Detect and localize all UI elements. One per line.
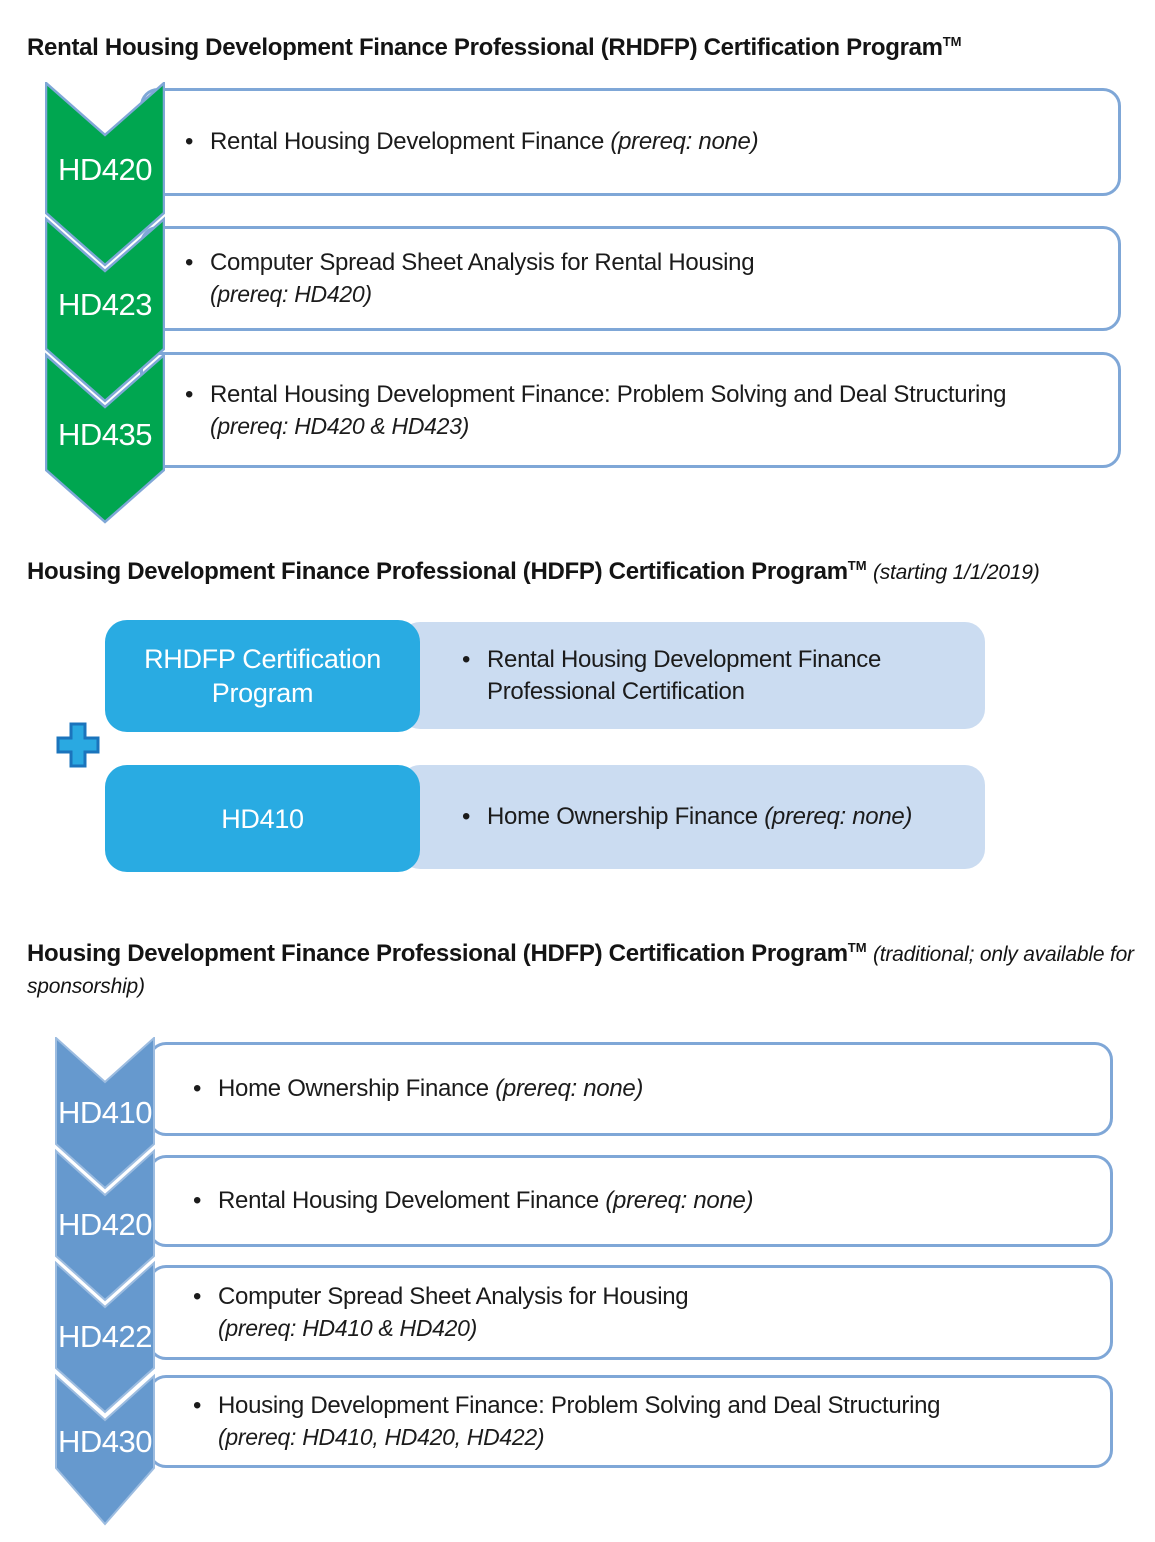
section3-title [27, 932, 1137, 1002]
badge-label: RHDFP Certification Program [144, 644, 381, 708]
trademark-superscript: TM [847, 558, 867, 573]
desc-box-hd410 [400, 765, 985, 869]
chevron-hd420-trad-label: HD420 [58, 1207, 152, 1242]
chevron-hd423-label: HD423 [58, 287, 152, 322]
section2-title-text: Housing Development Finance Professional (HDFP) Certification Program [27, 558, 848, 585]
course-name: Rental Housing Development Finance [210, 128, 605, 155]
section2-title-suffix: (starting 1/1/2019) [872, 561, 1040, 584]
section3-title-suffix: (traditional; only available for sponsorship) [27, 943, 1134, 998]
plus-icon [56, 722, 100, 768]
chevron-hd435-label: HD435 [58, 417, 152, 452]
chevron-hd410-label: HD410 [58, 1095, 152, 1130]
chevron-hd420-label: HD420 [58, 152, 152, 187]
desc-prereq: (prereq: none) [764, 803, 913, 830]
badge-label: HD410 [221, 803, 304, 834]
course-prereq: (prereq: none) [605, 1187, 754, 1214]
desc-line [460, 644, 957, 708]
desc-line [460, 801, 957, 833]
course-line [191, 1390, 1086, 1422]
course-name: Computer Spread Sheet Analysis for Rental Housing [210, 249, 755, 276]
course-box-hd420 [140, 88, 1121, 196]
course-line [183, 247, 1094, 279]
course-prereq: (prereq: none) [495, 1075, 644, 1102]
course-box-hd410 [148, 1042, 1113, 1136]
course-prereq: (prereq: none) [610, 128, 759, 155]
trademark-superscript: TM [942, 34, 962, 49]
trademark-superscript: TM [847, 940, 867, 955]
section1-chevron-column [45, 82, 165, 528]
section3-title-text: Housing Development Finance Professional (HDFP) Certification Program [27, 940, 848, 967]
course-prereq: (prereq: HD410 & HD420) [218, 1315, 477, 1341]
section2-title [27, 550, 1149, 588]
course-line [183, 126, 1094, 158]
course-prereq: (prereq: HD410, HD420, HD422) [218, 1424, 545, 1450]
course-box-hd420-trad [148, 1155, 1113, 1247]
course-line [191, 1281, 1086, 1313]
course-line [191, 1073, 1086, 1105]
course-box-hd430 [148, 1375, 1113, 1468]
chevron-hd422-label: HD422 [58, 1319, 152, 1354]
course-name: Rental Housing Development Finance: Problem Solving and Deal Structuring [210, 380, 1007, 408]
course-prereq: (prereq: HD420) [210, 281, 372, 307]
course-box-hd422 [148, 1265, 1113, 1360]
course-box-hd423 [140, 226, 1121, 331]
course-name: Housing Development Finance: Problem Solving and Deal Structuring [218, 1392, 941, 1419]
course-name: Rental Housing Develoment Finance [218, 1187, 599, 1214]
chevron-hd430-label: HD430 [58, 1424, 152, 1459]
course-box-hd435 [140, 352, 1121, 468]
section1-title-text: Rental Housing Development Finance Professional (RHDFP) Certification Program [27, 34, 943, 61]
section3-chevron-column [55, 1037, 155, 1530]
plus-icon-shape [58, 724, 98, 766]
section1-title [27, 26, 1137, 63]
course-name: Home Ownership Finance [218, 1075, 489, 1102]
desc-text: Rental Housing Development Finance Professional Certification [487, 645, 882, 705]
badge-hd410 [105, 765, 420, 872]
desc-box-rhdfp [400, 622, 985, 729]
badge-rhdfp-program [105, 620, 420, 732]
course-name: Computer Spread Sheet Analysis for Housing [218, 1283, 689, 1310]
desc-text: Home Ownership Finance [487, 803, 758, 830]
course-line [183, 379, 1094, 411]
course-line [191, 1185, 1086, 1217]
course-prereq: (prereq: HD420 & HD423) [210, 412, 469, 439]
